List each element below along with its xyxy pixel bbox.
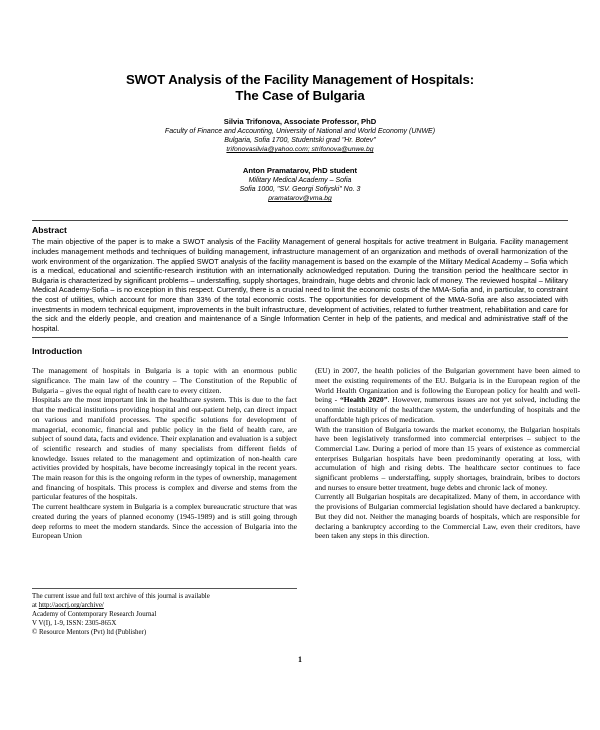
journal-issn: V V(I), 1-9, ISSN: 2305-865X [32,620,117,627]
page-number: 1 [298,655,302,664]
author-name: Silvia Trifonova, Associate Professor, PhD [223,117,377,126]
paper-title-line-1: SWOT Analysis of the Facility Management of Hospitals: [125,72,475,87]
author-affiliation-line-1: Faculty of Finance and Accounting, University of National and World Economy (UNWE) [164,127,436,135]
abstract-divider [32,337,568,338]
body-text-emphasis: “Health 2020” [340,395,388,405]
author-block-2 [32,166,568,203]
author-name: Anton Pramatarov, PhD student [242,166,358,176]
body-text-part: . However, numerous issues are not yet solved, including the economic instability of the healthcare system, the underfunding of hospitals and the unaffordable high prices of medication. [315,395,581,424]
paper-title-line-2: The Case of Bulgaria [235,87,365,103]
author-email-link[interactable]: pramatarov@vma.bg [268,195,332,203]
body-text-part: (EU) in 2007, the health policies of the Bulgarian government have been aimed to meet the existing requirements of the EU. Bulgaria is in the European region of the World Health Organization and is following the European policy for health and well-being - [315,366,580,405]
body-columns [32,366,581,541]
journal-footnote [32,588,297,637]
author-affiliation-line-2: Bulgaria, Sofia 1700, Studentski grad "Hr. Botev" [224,136,376,144]
abstract-heading: Abstract [32,225,67,236]
footnote-line-2-prefix: at [32,602,39,609]
author-affiliation-line-2: Sofia 1000, "SV. Georgi Sofiyski" No. 3 [239,186,361,193]
journal-archive-link[interactable]: http://aocrj.org/archive/ [38,602,104,609]
body-paragraph: Hospitals are the most important link in the healthcare system. This is due to the fact that the medical institutions providing hospital and out-patient help, can direct impact on various and manifold processes. The specific solutions for development of managerial, economic, financial and public policy in the field of health care, are subject of sound data, facts and evidence. Their explanation and evaluation is a subject of scientific research and studies of many specialists from different fields of knowledge. Issues related to the management and optimization of non-health care activities provided by hospitals, have become increasingly topical in the recent years. The main reason for this is the ongoing reform in the types of ownership, management and financing of hospitals. This process is complex and diverse and stems from the particular features of the hospitals. [32,395,297,502]
column-left [32,366,297,541]
footnote-line-1: The current issue and full text archive of this journal is available [32,593,210,600]
title-block [32,0,568,203]
body-paragraph [315,366,580,424]
author-email-link[interactable]: trifonovasilvia@yahoo.com; strifonova@unwe.bg [226,146,374,153]
column-right [315,366,580,541]
abstract-section [32,220,568,338]
introduction-heading: Introduction [32,346,83,357]
author-block-1 [32,117,568,154]
author-affiliation-line-1: Military Medical Academy – Sofia [248,176,352,184]
abstract-text: The main objective of the paper is to make a SWOT analysis of the Facility Management of general hospitals for active treatment in Bulgaria. Facility management includes management methods and techniques of building management, infrastructure management of an organization and methods of overall harmonization of the work environment of the organization. The applied SWOT analysis of the facility management is based on the example of the Military Medical Academy – Sofia which is a medical, educational and scientific-research institution with an internationally acknowledged reputation. During the transition period the healthcare sector in Bulgaria is characterized by significant problems – understaffing, supply shortages, braindrain, huge debts and chronic lack of money. The reviewed hospital – Military Medical Academy-Sofia – is no exception in this respect. Currently, there is a crucial need to limit the economic costs of the MMA-Sofia and, in particular, to constraint the cost of utilities, which account for more than 33% of the total economic costs. The opportunities for development of the MMA-Sofia are also associated with investments in modern technical equipment, improvements in the built infrastructure, development of activities, related to further treatment, rehabilitation and care for the sick and the elderly people, and creation and maintenance of a Single Information Center in help of the patients, and medical and administrative staff of the hospital. [32,237,568,333]
body-paragraph: Currently all Bulgarian hospitals are decapitalized. Many of them, in accordance with the provisions of Bulgarian commercial legislation should have declared a bankruptcy. But they did not. Neither the managing boards of hospitals, which are responsible for declaring a bankruptcy according to the Commercial Law, even their creditors, have been taken any steps in this direction. [315,492,580,541]
page-title [32,72,568,103]
footnote-line-2 [32,601,297,610]
journal-name: Academy of Contemporary Research Journal [32,611,157,618]
body-paragraph: With the transition of Bulgaria towards the market economy, the Bulgarian hospitals have been legislatively transformed into commercial enterprises – subject to the Commercial Law. During a period of more than 15 years of existence as commercial enterprises Bulgarian hospitals have been predominantly operating at loss, with accumulation of high and rising debts. The healthcare sector continues to face significant problems – understaffing, supply shortages, braindrain, bribes to doctors and nurses to ensure better treatment, huge debts and chronic lack of money. [315,424,580,492]
body-paragraph: The current healthcare system in Bulgaria is a complex bureaucratic structure that was created during the years of planned economy (1945-1989) and is still going through deep reforms to meet the modern standards. Since the accession of Bulgaria into the European Union [32,502,297,541]
journal-publisher: © Resource Mentors (Pvt) ltd (Publisher) [32,629,147,636]
body-paragraph: The management of hospitals in Bulgaria is a topic with an enormous public significance. The main law of the country – The Constitution of the Republic of Bulgaria – gives the equal right of health care to every citizen. [32,366,297,395]
